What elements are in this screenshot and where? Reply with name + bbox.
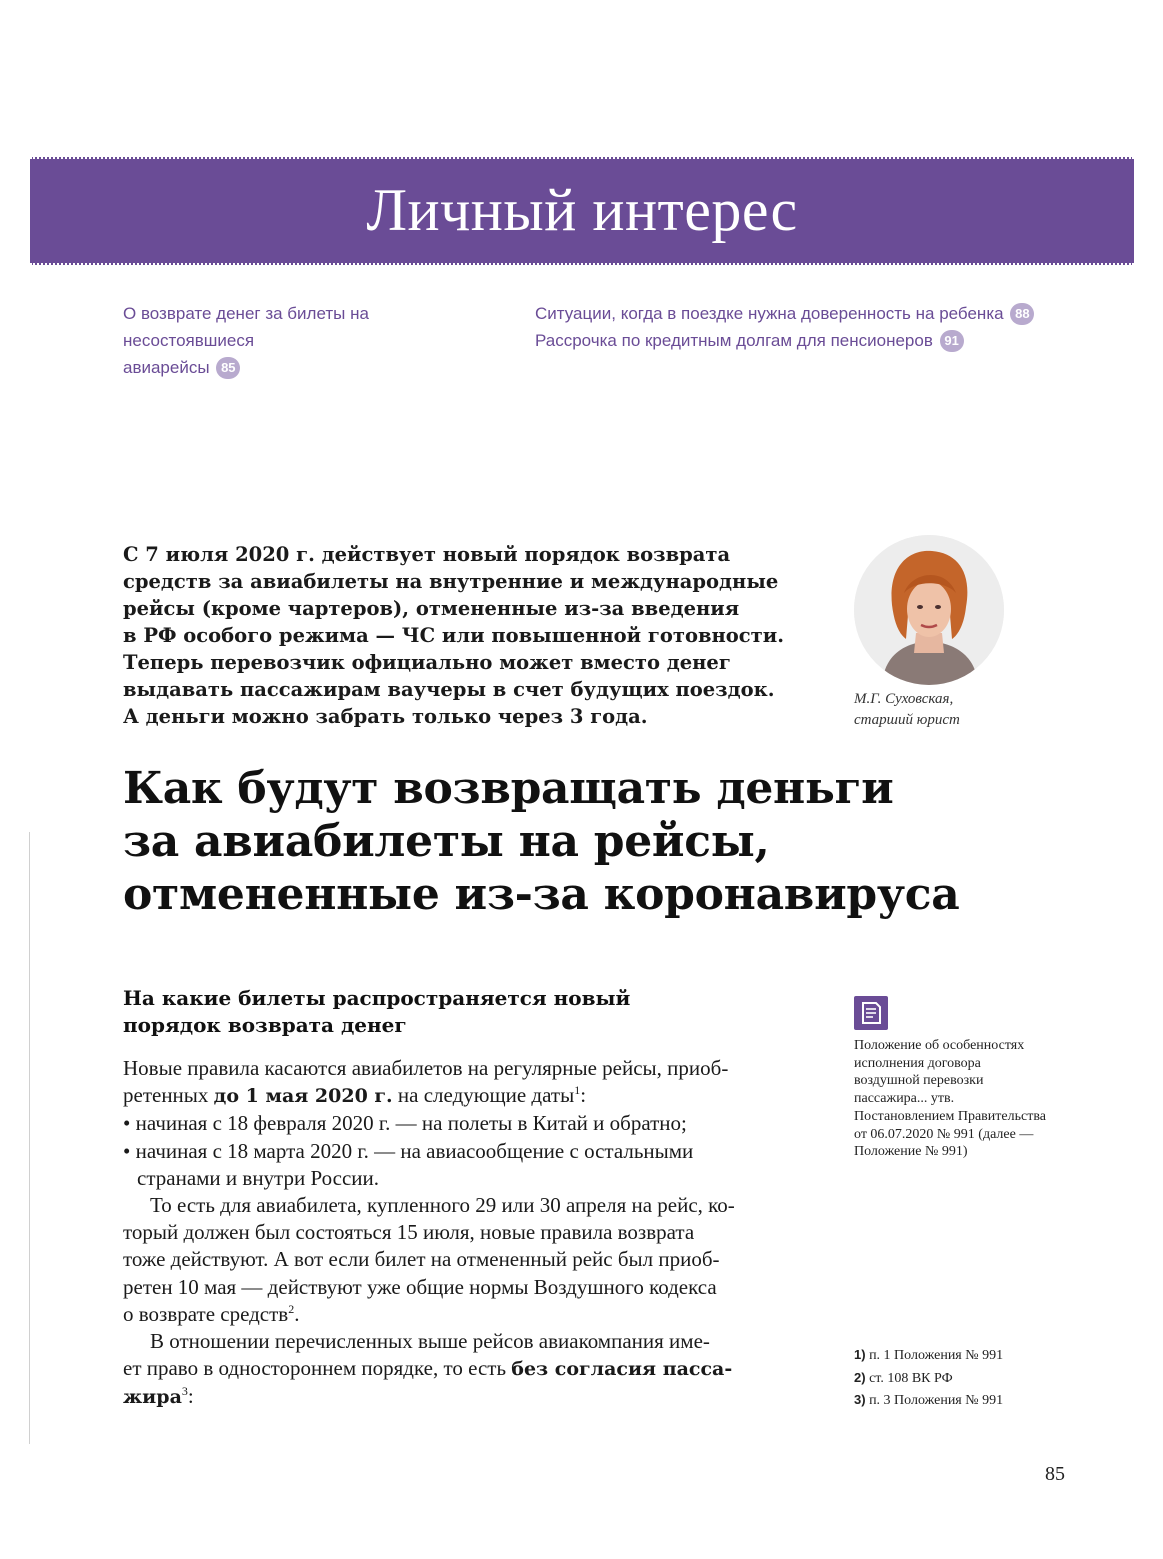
page-number: 85: [1045, 1463, 1065, 1485]
headline-line: отмененные из-за коронавируса: [123, 869, 960, 920]
lead-line: в РФ особого режима — ЧС или повышенной готовности.: [123, 624, 784, 647]
body-text: на следующие даты: [392, 1083, 575, 1108]
author-caption: [854, 689, 1054, 731]
footnote: [854, 1389, 1084, 1412]
section-title: Личный интерес: [366, 177, 798, 243]
margin-line: [29, 832, 30, 1444]
body-text: :: [187, 1384, 194, 1409]
body-emphasis: жира: [123, 1386, 182, 1409]
toc-link-text: Ситуации, когда в поездке нужна доверенность на ребенка: [535, 304, 1004, 323]
lead-line: А деньги можно забрать только через 3 года.: [123, 705, 648, 728]
body-line: [123, 1355, 803, 1383]
document-icon: [854, 996, 888, 1030]
footnote-text: п. 3 Положения № 991: [865, 1393, 1004, 1408]
author-photo: [854, 535, 1004, 685]
footnote-number: 3): [854, 1392, 866, 1407]
footnote-ref: 2: [288, 1301, 295, 1316]
note-line: воздушной перевозки: [854, 1073, 984, 1089]
article-body: [123, 1055, 803, 1412]
body-emphasis: без согласия пасса-: [511, 1358, 733, 1381]
article-headline: [123, 762, 1043, 921]
toc-link-pensioners[interactable]: [535, 327, 1035, 354]
bullet-item: • начиная с 18 февраля 2020 г. — на полеты в Китай и обратно;: [123, 1111, 687, 1136]
lead-line: рейсы (кроме чартеров), отмененные из-за введения: [123, 597, 740, 620]
page-badge: 88: [1010, 303, 1034, 325]
footnote-text: ст. 108 ВК РФ: [865, 1370, 953, 1386]
page-badge: 91: [940, 330, 964, 352]
footnote-text: п. 1 Положения № 991: [865, 1348, 1004, 1363]
author-role: старший юрист: [854, 712, 960, 728]
toc-link-refund[interactable]: [123, 300, 503, 381]
toc-right: [535, 300, 1035, 354]
note-line: Постановлением Правительства: [854, 1108, 1046, 1124]
section-banner: [30, 157, 1134, 265]
subheading-line: На какие билеты распространяется новый: [123, 986, 631, 1010]
footnote-ref: 1: [574, 1083, 581, 1098]
body-line: торый должен был состояться 15 июля, новые правила возврата: [123, 1220, 695, 1245]
body-text: ет право в одностороннем порядке, то есть: [123, 1356, 512, 1381]
lead-line: выдавать пассажирам ваучеры в счет будущих поездок.: [123, 678, 775, 701]
toc-link-text: авиарейсы: [123, 358, 210, 377]
body-line: Новые правила касаются авиабилетов на регулярные рейсы, приоб-: [123, 1056, 729, 1080]
note-line: пассажира... утв.: [854, 1091, 955, 1107]
note-line: исполнения договора: [854, 1055, 981, 1071]
author-name: М.Г. Суховская,: [854, 691, 954, 707]
body-text: ретенных: [123, 1083, 214, 1108]
toc-left: [123, 300, 503, 381]
bullet-item-continued: странами и внутри России.: [137, 1165, 380, 1190]
body-line: В отношении перечисленных выше рейсов авиакомпания име-: [150, 1329, 710, 1354]
headline-line: за авиабилеты на рейсы,: [123, 816, 770, 867]
footnote-number: 1): [854, 1347, 866, 1362]
body-emphasis: до 1 мая 2020 г.: [213, 1085, 393, 1108]
body-line: То есть для авиабилета, купленного 29 или 30 апреля на рейс, ко-: [150, 1193, 735, 1218]
note-line: Положение № 991): [854, 1144, 968, 1160]
note-line: от 06.07.2020 № 991 (далее —: [854, 1126, 1034, 1142]
page-badge: 85: [216, 357, 240, 379]
footnotes: [854, 1344, 1084, 1412]
body-line: [123, 1082, 803, 1110]
body-line: [123, 1383, 803, 1411]
section-subheading: [123, 985, 743, 1039]
footnote: [854, 1367, 1084, 1390]
subheading-line: порядок возврата денег: [123, 1013, 407, 1037]
footnote-ref: 3: [181, 1384, 188, 1399]
lead-paragraph: [123, 541, 823, 730]
lead-line: С 7 июля 2020 г. действует новый порядок возврата: [123, 543, 731, 566]
body-text: о возврате средств: [123, 1301, 289, 1326]
bullet-item: • начиная с 18 марта 2020 г. — на авиасообщение с остальными: [123, 1138, 694, 1163]
footnote-number: 2): [854, 1369, 866, 1385]
lead-line: средств за авиабилеты на внутренние и международные: [123, 570, 779, 593]
body-text: :: [580, 1083, 587, 1108]
body-text: .: [294, 1301, 300, 1326]
toc-link-text: О возврате денег за билеты на несостоявшиеся: [123, 304, 369, 350]
toc-link-text: Рассрочка по кредитным долгам для пенсионеров: [535, 331, 933, 350]
body-line: [123, 1301, 803, 1328]
side-note: [854, 1037, 1084, 1161]
toc-link-power-of-attorney[interactable]: [535, 300, 1035, 327]
author-portrait-illustration: [854, 535, 1004, 685]
headline-line: Как будут возвращать деньги: [123, 763, 894, 814]
body-line: тоже действуют. А вот если билет на отмененный рейс был приоб-: [123, 1247, 720, 1272]
footnote: [854, 1344, 1084, 1367]
lead-line: Теперь перевозчик официально может вместо денег: [123, 651, 731, 674]
body-line: ретен 10 мая — действуют уже общие нормы Воздушного кодекса: [123, 1274, 717, 1299]
note-line: Положение об особенностях: [854, 1038, 1025, 1053]
